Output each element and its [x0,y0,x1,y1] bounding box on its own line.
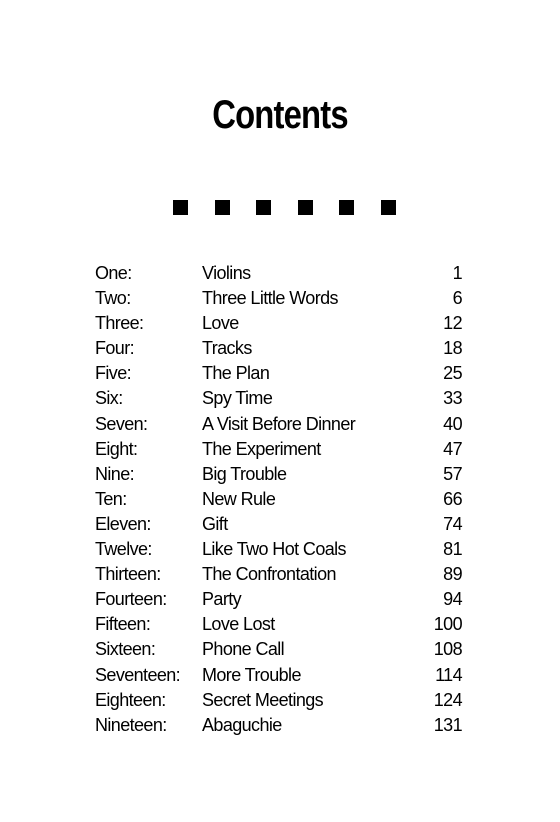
chapter-title: More Trouble [202,664,301,685]
page-number: 57 [443,463,462,484]
square-ornament-divider [173,200,396,215]
page-number: 40 [443,413,462,434]
chapter-number: One: [95,263,132,283]
chapter-title: Three Little Words [202,288,338,309]
page-number: 94 [443,589,462,610]
toc-entry [95,262,465,287]
page-number: 12 [443,313,462,334]
chapter-number: Fifteen: [95,614,151,635]
chapter-number: Eleven: [95,513,151,534]
ornament-square [215,200,230,215]
toc-entry [95,438,465,463]
chapter-title: Party [202,589,242,610]
chapter-number: Two: [95,288,131,309]
toc-entry [95,538,465,563]
toc-entry [95,664,465,689]
chapter-title: The Experiment [202,438,321,459]
chapter-title: Phone Call [202,639,285,660]
chapter-number: Four: [95,338,135,359]
toc-entry [95,312,465,337]
page-number: 66 [443,488,462,509]
table-of-contents [95,262,465,739]
page-number: 18 [443,338,462,359]
page-number: 25 [443,363,462,384]
chapter-title: The Plan [202,363,270,384]
page-number: 33 [443,388,462,409]
chapter-number: Sixteen: [95,639,156,660]
chapter-title: Love Lost [202,614,275,635]
chapter-title: Big Trouble [202,463,287,484]
chapter-title: Violins [202,263,251,283]
page-number: 124 [433,689,462,710]
page-title: Contents [212,92,348,137]
page-number: 108 [433,639,462,660]
toc-entry [95,463,465,488]
toc-entry [95,638,465,663]
chapter-title: Abaguchie [202,714,282,735]
chapter-title: Spy Time [202,388,273,409]
page-number: 1 [452,263,462,283]
chapter-number: Nine: [95,463,135,484]
chapter-number: Thirteen: [95,564,161,585]
page-number: 74 [443,513,462,534]
toc-entry [95,563,465,588]
toc-entry [95,337,465,362]
chapter-number: Seventeen: [95,664,181,685]
chapter-number: Ten: [95,488,127,509]
ornament-square [173,200,188,215]
chapter-title: New Rule [202,488,276,509]
ornament-square [298,200,313,215]
toc-entry [95,613,465,638]
toc-entry [95,588,465,613]
chapter-number: Nineteen: [95,714,167,735]
chapter-number: Five: [95,363,132,384]
chapter-number: Six: [95,388,123,409]
chapter-title: A Visit Before Dinner [202,413,356,434]
chapter-number: Eighteen: [95,689,166,710]
page-number: 131 [433,714,462,735]
ornament-square [381,200,396,215]
chapter-title: Love [202,313,239,334]
chapter-title: Tracks [202,338,252,359]
page-number: 89 [443,564,462,585]
chapter-title: Secret Meetings [202,689,324,710]
chapter-number: Twelve: [95,539,152,560]
toc-entry [95,488,465,513]
page-number: 47 [443,438,462,459]
page-number: 114 [435,664,462,685]
chapter-title: The Confrontation [202,564,336,585]
chapter-number: Seven: [95,413,148,434]
ornament-square [256,200,271,215]
page-number: 100 [433,614,462,635]
toc-entry [95,714,465,739]
chapter-number: Three: [95,313,144,334]
toc-entry [95,513,465,538]
toc-entry [95,362,465,387]
chapter-title: Like Two Hot Coals [202,539,346,560]
chapter-title: Gift [202,513,228,534]
toc-entry [95,689,465,714]
page-number: 6 [452,288,462,309]
page-number: 81 [443,539,462,560]
toc-entry [95,387,465,412]
chapter-number: Fourteen: [95,589,167,610]
toc-entry [95,413,465,438]
chapter-number: Eight: [95,438,138,459]
toc-entry [95,287,465,312]
ornament-square [339,200,354,215]
